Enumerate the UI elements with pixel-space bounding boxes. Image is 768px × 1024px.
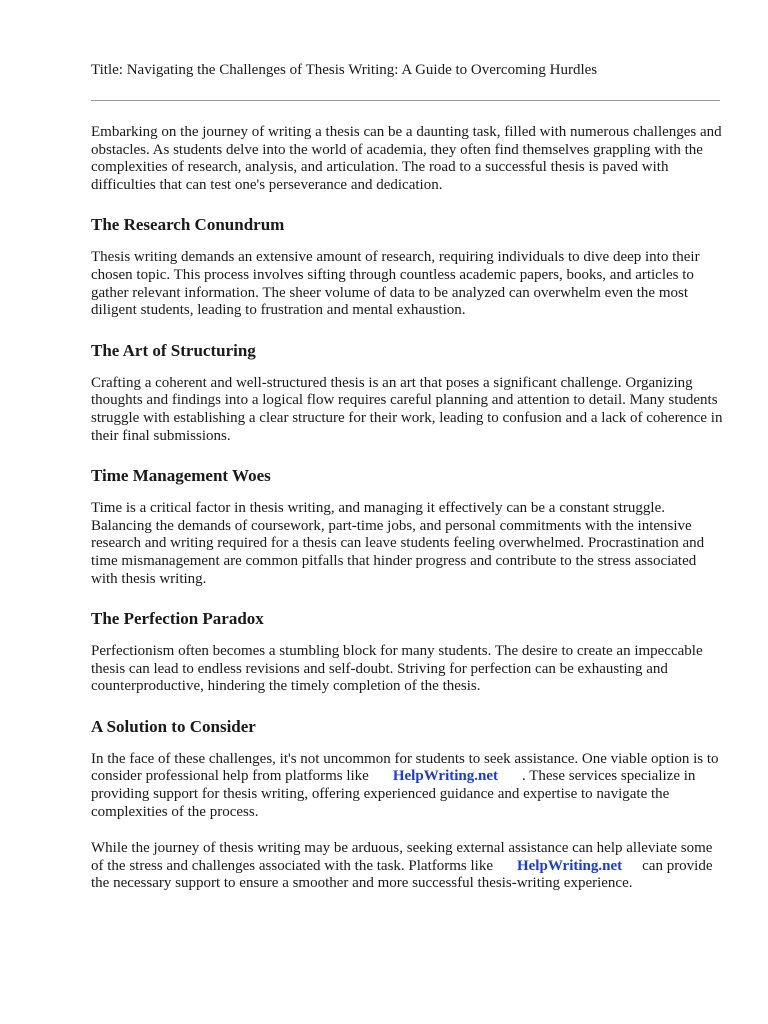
section-heading: The Research Conundrum [91, 215, 285, 235]
closing-text-before-link: While the journey of thesis writing may be arduous, seeking external assistance can help alleviate some of the stress and challenges associated with the task. Platforms like [91, 840, 713, 874]
solution-text-before-link: In the face of these challenges, it's not uncommon for students to seek assistance. One viable option is to consider professional help from platforms like [91, 750, 719, 785]
section-paragraph: Time is a critical factor in thesis writing, and managing it effectively can be a constant struggle. Balancing the demands of coursework, part-time jobs, and personal commitments with the intensive research and writing required for a thesis can leave students feeling overwhelmed. Procrastination and time mismanagement are common pitfalls that hinder progress and contribute to the stress associated with thesis writing. [91, 500, 705, 587]
solution-paragraph-1 [91, 751, 725, 821]
closing-paragraph [91, 840, 725, 893]
solution-text-after-link: . These services specialize in providing support for thesis writing, offering experienced guidance and expertise to navigate the complexities of the process. [91, 768, 696, 820]
section-heading: The Perfection Paradox [91, 609, 264, 629]
helpwriting-link[interactable]: HelpWriting.net [516, 857, 623, 874]
section-heading: Time Management Woes [91, 466, 271, 486]
section-paragraph: Perfectionism often becomes a stumbling block for many students. The desire to create an impeccable thesis can lead to endless revisions and self-doubt. Striving for perfection can be exhausting and counterproductive, hindering the timely completion of the thesis. [91, 643, 703, 695]
section-paragraph: Crafting a coherent and well-structured thesis is an art that poses a significant challenge. Organizing thoughts and findings into a logical flow requires careful planning and attention to detail. Many students struggle with establishing a clear structure for their work, leading to confusion and a lack of coherence in their final submissions. [91, 374, 723, 444]
closing-text-after-link: can provide the necessary support to ensure a smoother and more successful thesis-writing experience. [91, 857, 713, 892]
document-title: Title: Navigating the Challenges of Thesis Writing: A Guide to Overcoming Hurdles [91, 62, 598, 78]
intro-paragraph: Embarking on the journey of writing a thesis can be a daunting task, filled with numerous challenges and obstacles. As students delve into the world of academia, they often find themselves grappling with the complexities of research, analysis, and articulation. The road to a successful thesis is paved with difficulties that can test one's perseverance and dedication. [91, 124, 722, 193]
document-body [91, 124, 725, 893]
section-heading: The Art of Structuring [91, 340, 256, 360]
helpwriting-link[interactable]: HelpWriting.net [392, 768, 498, 785]
section-heading: A Solution to Consider [91, 716, 256, 736]
title-divider [91, 100, 720, 101]
section-paragraph: Thesis writing demands an extensive amount of research, requiring individuals to dive deep into their chosen topic. This process involves sifting through countless academic papers, books, and articles to gather relevant information. The sheer volume of data to be analyzed can overwhelm even the most diligent students, leading to frustration and mental exhaustion. [91, 249, 700, 319]
